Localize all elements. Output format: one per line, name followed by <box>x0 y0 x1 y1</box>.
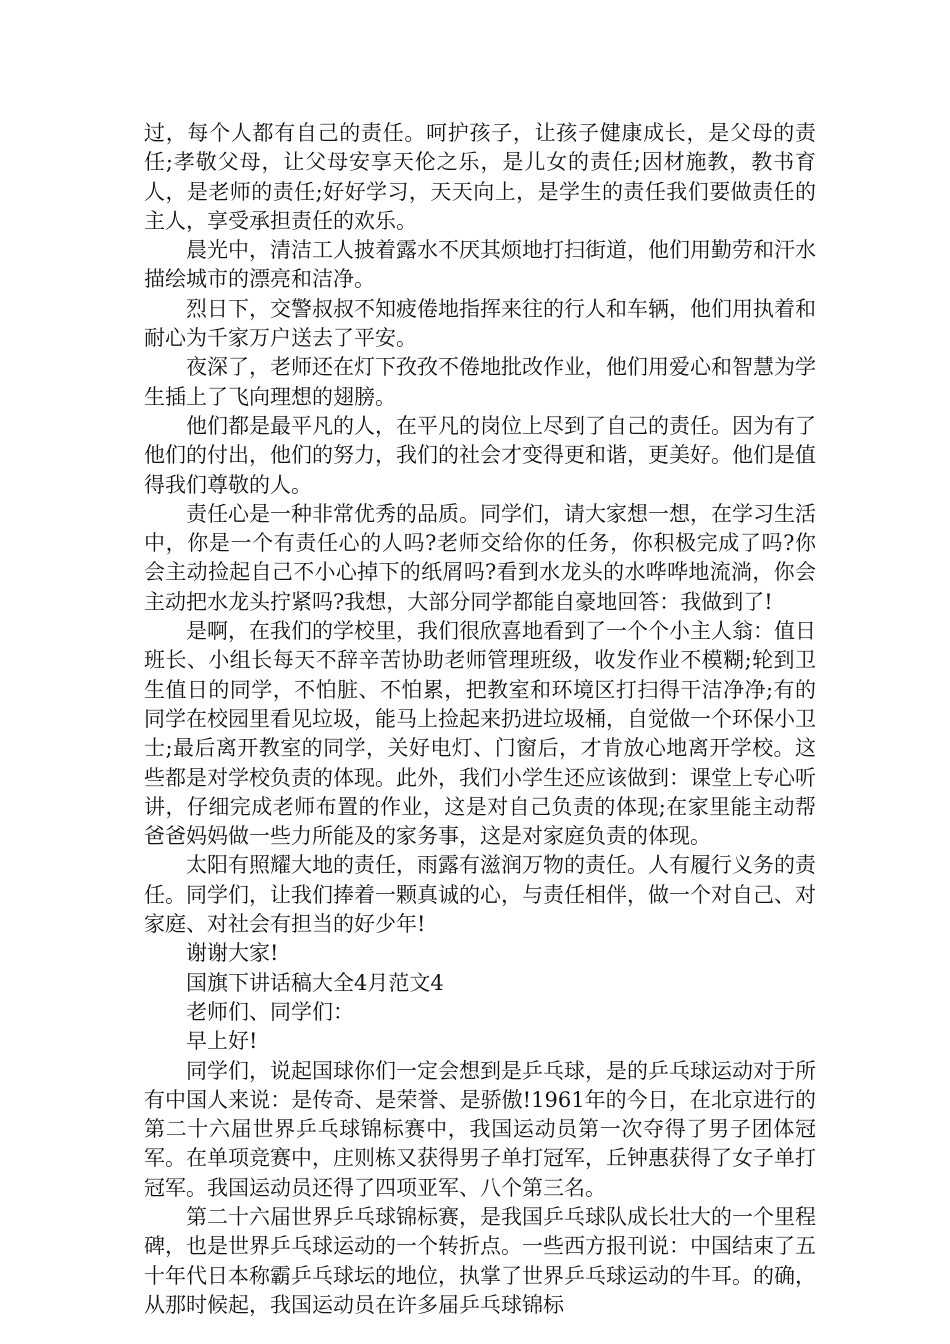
paragraph-table-tennis-history: 同学们，说起国球你们一定会想到是乒乓球，是的乒乓球运动对于所有中国人来说：是传奇、是荣誉、是骄傲!1961年的今日，在北京进行的第二十六届世界乒乓球锦标赛中，我国运动员第一次夺得了男子团体冠军。在单项竞赛中，庄则栋又获得男子单打冠军，丘钟惠获得了女子单打冠军。我国运动员还得了四项亚军、八个第三名。 <box>144 1058 816 1200</box>
paragraph-thanks: 谢谢大家! <box>186 941 279 966</box>
paragraph-school-examples: 是啊，在我们的学校里，我们很欣喜地看到了一个个小主人翁：值日班长、小组长每天不辞辛苦协助老师管理班级，收发作业不模糊;轮到卫生值日的同学，不怕脏、不怕累，把教室和环境区打扫得干洁净净;有的同学在校园里看见垃圾，能马上捡起来扔进垃圾桶，自觉做一个环保小卫士;最后离开教室的同学，关好电灯、门窗后，才肯放心地离开学校。这些都是对学校负责的体现。此外，我们小学生还应该做到：课堂上专心听讲，仔细完成老师布置的作业，这是对自己负责的体现;在家里能主动帮爸爸妈妈做一些力所能及的家务事，这是对家庭负责的体现。 <box>144 619 816 849</box>
paragraph-responsibility-quality: 责任心是一种非常优秀的品质。同学们，请大家想一想，在学习生活中，你是一个有责任心的人吗?老师交给你的任务，你积极完成了吗?你会主动捡起自己不小心掉下的纸屑吗?看到水龙头的水哗哗地流淌，你会主动把水龙头拧紧吗?我想，大部分同学都能自豪地回答：我做到了! <box>144 501 816 614</box>
paragraph-cleaners: 晨光中，清洁工人披着露水不厌其烦地打扫街道，他们用勤劳和汗水描绘城市的漂亮和洁净。 <box>144 238 816 292</box>
section-heading: 国旗下讲话稿大全4月范文4 <box>186 970 444 995</box>
paragraph-salutation: 老师们、同学们： <box>186 999 354 1024</box>
paragraph-ordinary-people: 他们都是最平凡的人，在平凡的岗位上尽到了自己的责任。因为有了他们的付出，他们的努力，我们的社会才变得更和谐，更美好。他们是值得我们尊敬的人。 <box>144 413 816 497</box>
paragraph-duty-intro: 过，每个人都有自己的责任。呵护孩子，让孩子健康成长，是父母的责任;孝敬父母，让父母安享天伦之乐，是儿女的责任;因材施教，教书育人，是老师的责任;好好学习，天天向上，是学生的责任我们要做责任的主人，享受承担责任的欢乐。 <box>144 121 816 233</box>
paragraph-greeting: 早上好! <box>186 1029 258 1054</box>
paragraph-conclusion: 太阳有照耀大地的责任，雨露有滋润万物的责任。人有履行义务的责任。同学们，让我们捧着一颗真诚的心，与责任相伴，做一个对自己、对家庭、对社会有担当的好少年! <box>144 853 816 937</box>
document-page <box>144 119 816 1320</box>
paragraph-traffic-police: 烈日下，交警叔叔不知疲倦地指挥来往的行人和车辆，他们用执着和耐心为千家万户送去了平安。 <box>144 296 816 351</box>
paragraph-milestone: 第二十六届世界乒乓球锦标赛，是我国乒乓球队成长壮大的一个里程碑，也是世界乒乓球运动的一个转折点。一些西方报刊说：中国结束了五十年代日本称霸乒乓球坛的地位，执掌了世界乒乓球运动的牛耳。的确，从那时候起，我国运动员在许多届乒乓球锦标 <box>144 1204 816 1317</box>
paragraph-teachers: 夜深了，老师还在灯下孜孜不倦地批改作业，他们用爱心和智慧为学生插上了飞向理想的翅膀。 <box>144 355 816 409</box>
